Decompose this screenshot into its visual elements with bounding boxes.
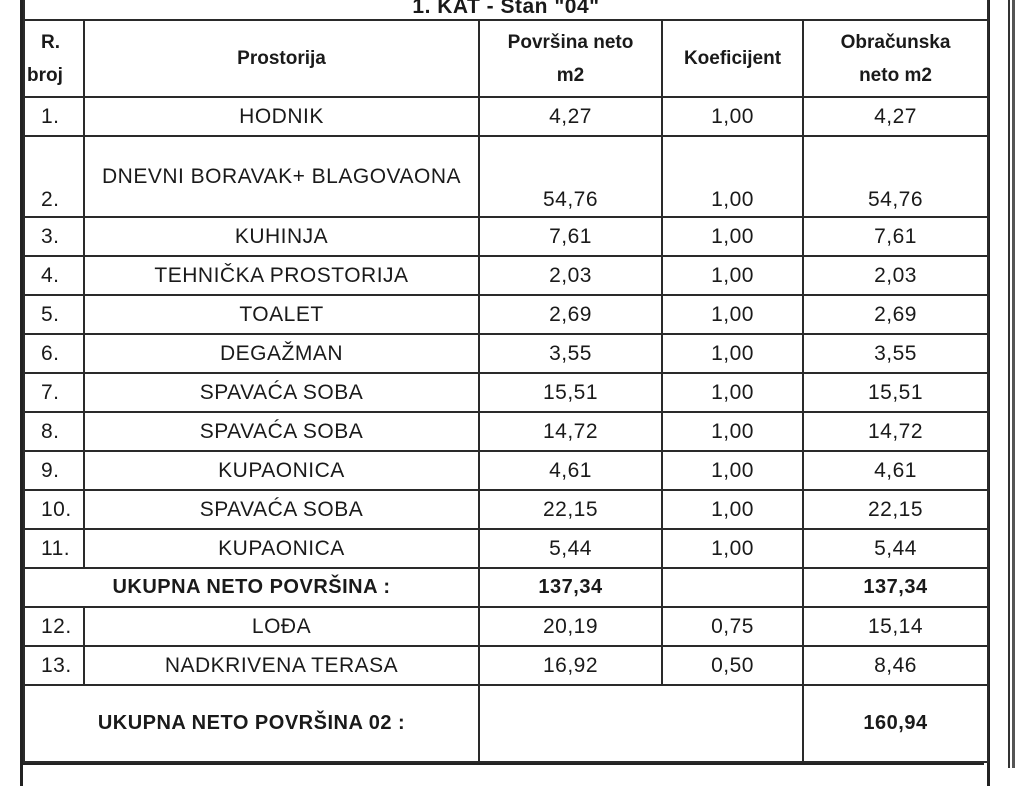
area-table-sheet bbox=[20, 0, 990, 786]
total-02-calculated-area: 160,94 bbox=[803, 685, 988, 762]
total-calculated-area: 137,34 bbox=[803, 568, 988, 607]
room-name: NADKRIVENA TERASA bbox=[84, 646, 479, 685]
calculated-area: 4,61 bbox=[803, 451, 988, 490]
table-row bbox=[24, 334, 988, 373]
row-number: 8. bbox=[24, 412, 84, 451]
coefficient: 1,00 bbox=[662, 97, 803, 136]
table-row bbox=[24, 217, 988, 256]
table-row bbox=[24, 373, 988, 412]
net-area: 14,72 bbox=[479, 412, 662, 451]
room-name: HODNIK bbox=[84, 97, 479, 136]
table-row bbox=[24, 412, 988, 451]
table-row bbox=[24, 256, 988, 295]
net-area: 7,61 bbox=[479, 217, 662, 256]
coefficient: 1,00 bbox=[662, 490, 803, 529]
coefficient: 1,00 bbox=[662, 295, 803, 334]
coefficient: 1,00 bbox=[662, 373, 803, 412]
header-povrsina bbox=[479, 20, 662, 97]
net-area: 15,51 bbox=[479, 373, 662, 412]
net-area: 2,03 bbox=[479, 256, 662, 295]
calculated-area: 7,61 bbox=[803, 217, 988, 256]
room-name: KUHINJA bbox=[84, 217, 479, 256]
net-area: 16,92 bbox=[479, 646, 662, 685]
calculated-area: 2,03 bbox=[803, 256, 988, 295]
total-label: UKUPNA NETO POVRŠINA : bbox=[24, 568, 479, 607]
total-02-area-empty bbox=[479, 685, 803, 762]
total-net-area: 137,34 bbox=[479, 568, 662, 607]
calculated-area: 54,76 bbox=[803, 136, 988, 217]
table-title: 1. KAT - Stan "04" bbox=[24, 0, 988, 20]
net-area: 5,44 bbox=[479, 529, 662, 568]
calculated-area: 22,15 bbox=[803, 490, 988, 529]
row-number: 4. bbox=[24, 256, 84, 295]
coefficient: 1,00 bbox=[662, 451, 803, 490]
table-row bbox=[24, 136, 988, 217]
header-obracunska bbox=[803, 20, 988, 97]
coefficient: 0,75 bbox=[662, 607, 803, 646]
net-area: 4,61 bbox=[479, 451, 662, 490]
header-povrsina-line1: Površina neto bbox=[507, 31, 634, 53]
room-name: DEGAŽMAN bbox=[84, 334, 479, 373]
room-name: TOALET bbox=[84, 295, 479, 334]
calculated-area: 4,27 bbox=[803, 97, 988, 136]
row-number: 12. bbox=[24, 607, 84, 646]
row-number: 13. bbox=[24, 646, 84, 685]
table-row bbox=[24, 97, 988, 136]
calculated-area: 3,55 bbox=[803, 334, 988, 373]
total-row bbox=[24, 568, 988, 607]
calculated-area: 5,44 bbox=[803, 529, 988, 568]
table-row bbox=[24, 529, 988, 568]
table-row bbox=[24, 607, 988, 646]
net-area: 2,69 bbox=[479, 295, 662, 334]
header-r-broj-line2: broj bbox=[27, 64, 63, 86]
coefficient: 1,00 bbox=[662, 136, 803, 217]
title-row bbox=[24, 0, 988, 20]
row-number: 5. bbox=[24, 295, 84, 334]
header-obracunska-line2: neto m2 bbox=[859, 64, 932, 86]
header-r-broj bbox=[24, 20, 84, 97]
coefficient: 1,00 bbox=[662, 412, 803, 451]
calculated-area: 14,72 bbox=[803, 412, 988, 451]
table-row bbox=[24, 646, 988, 685]
row-number: 2. bbox=[24, 136, 84, 217]
table-row bbox=[24, 295, 988, 334]
row-number: 7. bbox=[24, 373, 84, 412]
bottom-border bbox=[20, 763, 984, 770]
calculated-area: 15,14 bbox=[803, 607, 988, 646]
right-page-edge bbox=[1008, 0, 1024, 768]
row-number: 3. bbox=[24, 217, 84, 256]
header-povrsina-line2: m2 bbox=[556, 64, 585, 86]
calculated-area: 15,51 bbox=[803, 373, 988, 412]
calculated-area: 2,69 bbox=[803, 295, 988, 334]
room-name: LOĐA bbox=[84, 607, 479, 646]
table-row bbox=[24, 451, 988, 490]
table-row bbox=[24, 490, 988, 529]
room-name: SPAVAĆA SOBA bbox=[84, 412, 479, 451]
row-number: 10. bbox=[24, 490, 84, 529]
coefficient: 1,00 bbox=[662, 529, 803, 568]
row-number: 9. bbox=[24, 451, 84, 490]
header-prostorija: Prostorija bbox=[84, 20, 479, 97]
room-name: SPAVAĆA SOBA bbox=[84, 373, 479, 412]
room-name: DNEVNI BORAVAK+ BLAGOVAONA bbox=[84, 136, 479, 217]
area-table bbox=[23, 0, 989, 763]
coefficient: 1,00 bbox=[662, 217, 803, 256]
net-area: 3,55 bbox=[479, 334, 662, 373]
header-obracunska-line1: Obračunska bbox=[840, 31, 951, 53]
room-name: SPAVAĆA SOBA bbox=[84, 490, 479, 529]
net-area: 54,76 bbox=[479, 136, 662, 217]
header-row bbox=[24, 20, 988, 97]
row-number: 1. bbox=[24, 97, 84, 136]
coefficient: 1,00 bbox=[662, 334, 803, 373]
room-name: TEHNIČKA PROSTORIJA bbox=[84, 256, 479, 295]
net-area: 22,15 bbox=[479, 490, 662, 529]
net-area: 4,27 bbox=[479, 97, 662, 136]
total-row-02 bbox=[24, 685, 988, 762]
calculated-area: 8,46 bbox=[803, 646, 988, 685]
total-02-label: UKUPNA NETO POVRŠINA 02 : bbox=[24, 685, 479, 762]
right-page-edge-line bbox=[1012, 0, 1015, 768]
coefficient: 0,50 bbox=[662, 646, 803, 685]
header-r-broj-line1: R. bbox=[41, 31, 60, 53]
total-coefficient-empty bbox=[662, 568, 803, 607]
room-name: KUPAONICA bbox=[84, 451, 479, 490]
header-koeficijent: Koeficijent bbox=[662, 20, 803, 97]
row-number: 6. bbox=[24, 334, 84, 373]
coefficient: 1,00 bbox=[662, 256, 803, 295]
row-number: 11. bbox=[24, 529, 84, 568]
net-area: 20,19 bbox=[479, 607, 662, 646]
room-name: KUPAONICA bbox=[84, 529, 479, 568]
